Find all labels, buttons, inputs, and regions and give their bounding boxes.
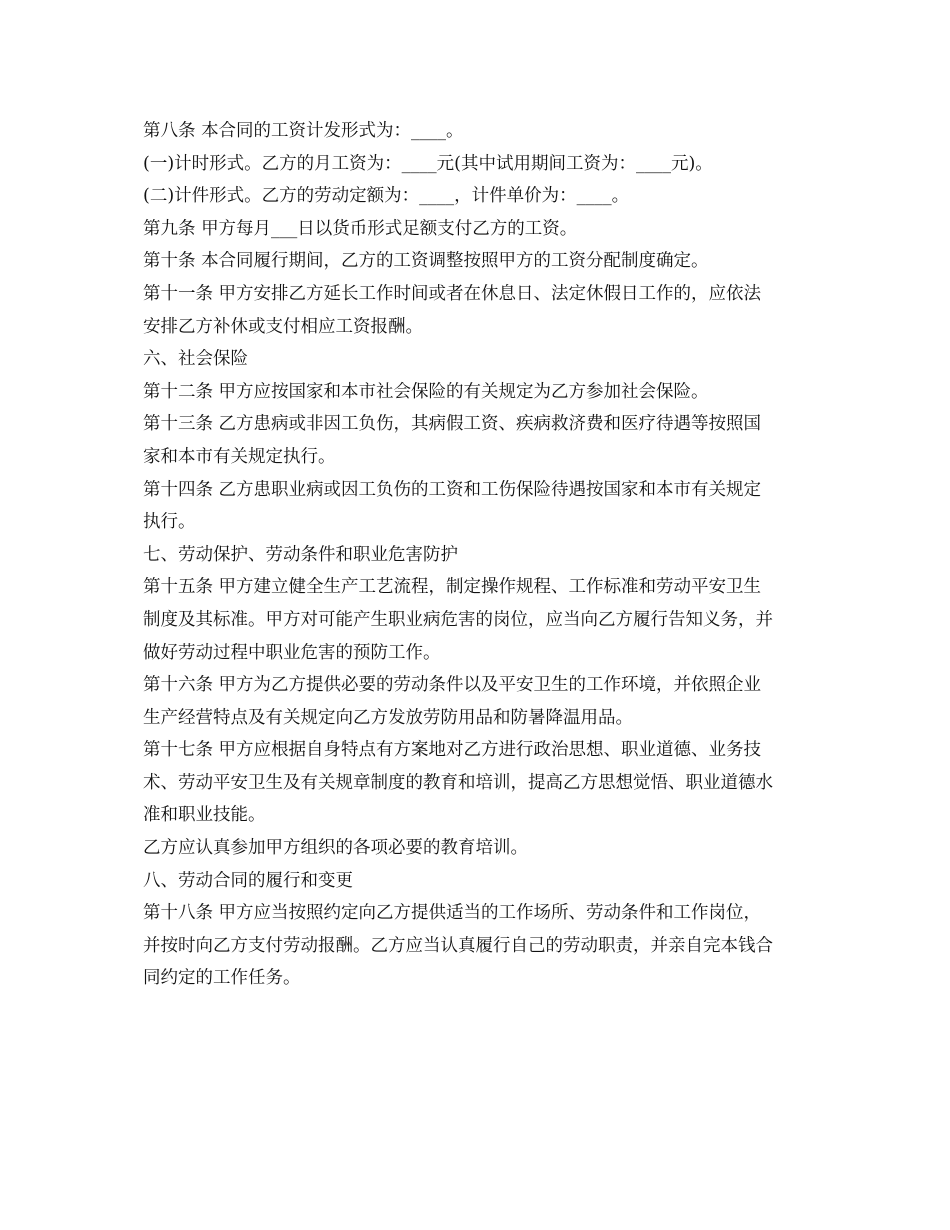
article-8-line: 第八条 本合同的工资计发形式为：____。 bbox=[143, 121, 464, 141]
article-15-line-3: 做好劳动过程中职业危害的预防工作。 bbox=[143, 642, 441, 663]
article-15-line-2: 制度及其标准。甲方对可能产生职业病危害的岗位，应当向乙方履行告知义务，并 bbox=[143, 609, 773, 630]
article-9-line: 第九条 甲方每月___日以货币形式足额支付乙方的工资。 bbox=[143, 218, 578, 239]
article-13-line-1: 第十三条 乙方患病或非因工负伤，其病假工资、疾病救济费和医疗待遇等按照国 bbox=[143, 414, 762, 435]
section-8-heading: 八、劳动合同的履行和变更 bbox=[143, 870, 353, 891]
article-15-line-1: 第十五条 甲方建立健全生产工艺流程，制定操作规程、工作标准和劳动平安卫生 bbox=[143, 577, 762, 598]
section-7-heading: 七、劳动保护、劳动条件和职业危害防护 bbox=[143, 544, 458, 565]
article-16-line-1: 第十六条 甲方为乙方提供必要的劳动条件以及平安卫生的工作环境，并依照企业 bbox=[143, 675, 762, 696]
article-12-line: 第十二条 甲方应按国家和本市社会保险的有关规定为乙方参加社会保险。 bbox=[143, 381, 709, 402]
article-18-line-3: 同约定的工作任务。 bbox=[143, 968, 301, 989]
article-8-item-2-line: (二)计件形式。乙方的劳动定额为：____，计件单价为：____。 bbox=[143, 186, 630, 207]
article-14-line-2: 执行。 bbox=[143, 512, 196, 533]
article-17-line-3: 准和职业技能。 bbox=[143, 805, 266, 826]
article-13-line-2: 家和本市有关规定执行。 bbox=[143, 446, 336, 467]
article-8-item-1-line: (一)计时形式。乙方的月工资为：____元(其中试用期间工资为：____元)。 bbox=[143, 153, 713, 174]
article-17-supplement-line: 乙方应认真参加甲方组织的各项必要的教育培训。 bbox=[143, 838, 528, 859]
document-body bbox=[143, 115, 823, 995]
article-17-line-1: 第十七条 甲方应根据自身特点有方案地对乙方进行政治思想、职业道德、业务技 bbox=[143, 740, 762, 761]
article-14-line-1: 第十四条 乙方患职业病或因工负伤的工资和工伤保险待遇按国家和本市有关规定 bbox=[143, 479, 762, 500]
article-18-line-2: 并按时向乙方支付劳动报酬。乙方应当认真履行自己的劳动职责，并亲自完本钱合 bbox=[143, 935, 773, 956]
article-11-line-2: 安排乙方补休或支付相应工资报酬。 bbox=[143, 316, 423, 337]
article-16-line-2: 生产经营特点及有关规定向乙方发放劳防用品和防暑降温用品。 bbox=[143, 707, 633, 728]
article-10-line: 第十条 本合同履行期间，乙方的工资调整按照甲方的工资分配制度确定。 bbox=[143, 251, 709, 272]
article-18-line-1: 第十八条 甲方应当按照约定向乙方提供适当的工作场所、劳动条件和工作岗位， bbox=[143, 903, 762, 924]
article-11-line-1: 第十一条 甲方安排乙方延长工作时间或者在休息日、法定休假日工作的，应依法 bbox=[143, 283, 762, 304]
section-6-heading: 六、社会保险 bbox=[143, 349, 248, 370]
article-17-line-2: 术、劳动平安卫生及有关规章制度的教育和培训，提高乙方思想觉悟、职业道德水 bbox=[143, 772, 773, 793]
